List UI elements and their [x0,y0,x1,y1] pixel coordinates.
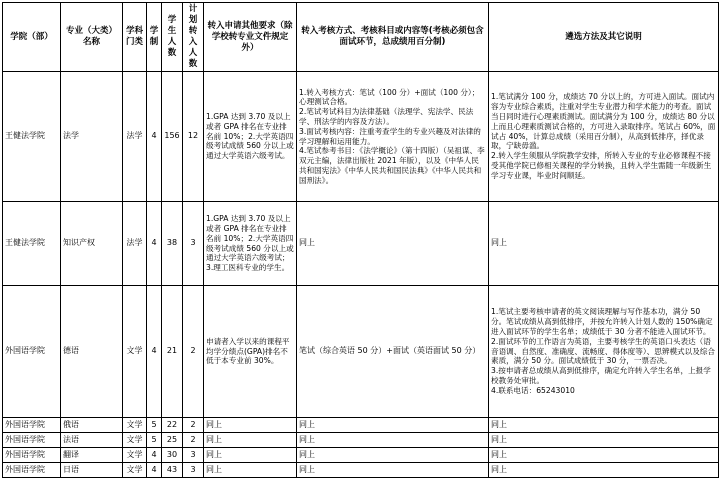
header-method: 遴选方法及其它说明 [489,3,719,72]
cell-requirement: 同上 [204,418,297,433]
header-major: 专业（大类）名称 [61,3,123,72]
header-duration: 学制 [147,3,162,72]
header-exam: 转入考核方式、考核科目或内容等(考核必须包含面试环节，总成绩用百分制) [297,3,489,72]
cell-school: 王健法学院 [3,72,61,202]
cell-major: 知识产权 [61,202,123,286]
header-students: 学生人数 [162,3,183,72]
header-row [3,3,719,72]
cell-quota: 3 [183,463,204,478]
cell-exam: 同上 [297,448,489,463]
cell-school: 外国语学院 [3,418,61,433]
cell-duration: 5 [147,433,162,448]
cell-requirement: 同上 [204,433,297,448]
cell-requirement: 申请者入学以来的课程平均学分绩点(GPA)排名不低于本专业前 30%。 [204,286,297,418]
cell-students: 22 [162,418,183,433]
cell-major: 日语 [61,463,123,478]
cell-students: 30 [162,448,183,463]
cell-method: 同上 [489,448,719,463]
cell-students: 21 [162,286,183,418]
cell-students: 43 [162,463,183,478]
cell-requirement: 1.GPA 达到 3.70 及以上或者 GPA 排名在专业排名前 10%；2.大学英语四级考试成绩 560 分以上或通过大学英语六级考试。 [204,72,297,202]
table-row [3,463,719,478]
cell-major: 法学 [61,72,123,202]
cell-major: 德语 [61,286,123,418]
cell-category: 文学 [123,448,147,463]
header-school: 学院（部） [3,3,61,72]
table-row [3,202,719,286]
cell-category: 法学 [123,72,147,202]
cell-category: 文学 [123,433,147,448]
cell-duration: 4 [147,202,162,286]
header-quota: 计划转入人数 [183,3,204,72]
cell-quota: 2 [183,286,204,418]
cell-duration: 4 [147,286,162,418]
cell-requirement: 1.GPA 达到 3.70 及以上或者 GPA 排名在专业排名前 10%；2.大学英语四级考试成绩 560 分以上或通过大学英语六级考试；3.理工医科专业的学生。 [204,202,297,286]
header-requirement: 转入申请其他要求（除学校转专业文件规定外） [204,3,297,72]
cell-duration: 4 [147,72,162,202]
header-category: 学科门类 [123,3,147,72]
cell-school: 王健法学院 [3,202,61,286]
cell-requirement: 同上 [204,448,297,463]
cell-exam: 同上 [297,202,489,286]
cell-school: 外国语学院 [3,448,61,463]
cell-students: 38 [162,202,183,286]
cell-exam: 同上 [297,463,489,478]
cell-major: 俄语 [61,418,123,433]
cell-duration: 4 [147,463,162,478]
table-row [3,72,719,202]
cell-school: 外国语学院 [3,286,61,418]
table-row [3,286,719,418]
cell-method: 同上 [489,202,719,286]
cell-quota: 2 [183,433,204,448]
cell-exam: 同上 [297,418,489,433]
cell-students: 25 [162,433,183,448]
cell-category: 文学 [123,418,147,433]
cell-method: 1.笔试主要考核申请者的英文阅读理解与写作基本功，满分 50 分。笔试成绩从高到低排序，并按允许转入计划人数的 150%确定进入面试环节的学生名单；成绩低于 30 分者不能进入面试环节。 2.面试环节的工作语言为英语，主要考核学生的英语口头表达（语音语调、自然度、准确度、流畅度、得体度等）、思辨模式以及综合素质，满分 50 分。面试成绩低于 30 分，一票否决。 3.按申请者总成绩从高到低排序，确定允许转入学生名单，上报学校教务处审批。 4.联系电话：65243010 [489,286,719,418]
cell-category: 文学 [123,286,147,418]
cell-category: 文学 [123,463,147,478]
cell-method: 1.笔试满分 100 分，成绩达 70 分以上的，方可进入面试。面试内容为专业综合素质，注重对学生专业潜力和学术能力的考查。面试当日同时进行心理素质测试。面试满分为 100 分，成绩达 80 分以上而且心理素质测试合格的，方可进入录取排序。笔试占 60%，面试占 40%，计算总成绩（采用百分制），从高到低排序，择优录取，宁缺毋滥。 2.转入学生须服从学院教学安排，所转入专业的专业必修课程不接受其他学院已修相关课程的学分转换，且转入学生需随一年级新生学习专业课，毕业时间顺延。 [489,72,719,202]
cell-category: 法学 [123,202,147,286]
cell-exam: 1.转入考核方式：笔试（100 分）+面试（100 分）；心理测试合格。 2.笔试考试科目为法律基础（法理学、宪法学、民法学、刑法学的内容及方法）。 3.面试考核内容：注重考查学生的专业兴趣及对法律的学习理解和运用能力。 4.笔试参考书目：《法学概论》（第十四版）（吴祖谋、李双元主编，法律出版社 2021 年版），以及《中华人民共和国宪法》《中华人民共和国民法典》《中华人民共和国刑法》。 [297,72,489,202]
cell-quota: 2 [183,418,204,433]
cell-exam: 同上 [297,433,489,448]
cell-major: 法语 [61,433,123,448]
cell-school: 外国语学院 [3,463,61,478]
cell-method: 同上 [489,463,719,478]
table-row [3,448,719,463]
cell-quota: 3 [183,202,204,286]
cell-exam: 笔试（综合英语 50 分）+面试（英语面试 50 分） [297,286,489,418]
cell-major: 翻译 [61,448,123,463]
cell-method: 同上 [489,418,719,433]
cell-quota: 3 [183,448,204,463]
transfer-major-table [2,2,719,478]
table-row [3,418,719,433]
cell-duration: 5 [147,418,162,433]
cell-school: 外国语学院 [3,433,61,448]
cell-requirement: 同上 [204,463,297,478]
table-row [3,433,719,448]
cell-method: 同上 [489,433,719,448]
cell-quota: 12 [183,72,204,202]
cell-students: 156 [162,72,183,202]
cell-duration: 4 [147,448,162,463]
